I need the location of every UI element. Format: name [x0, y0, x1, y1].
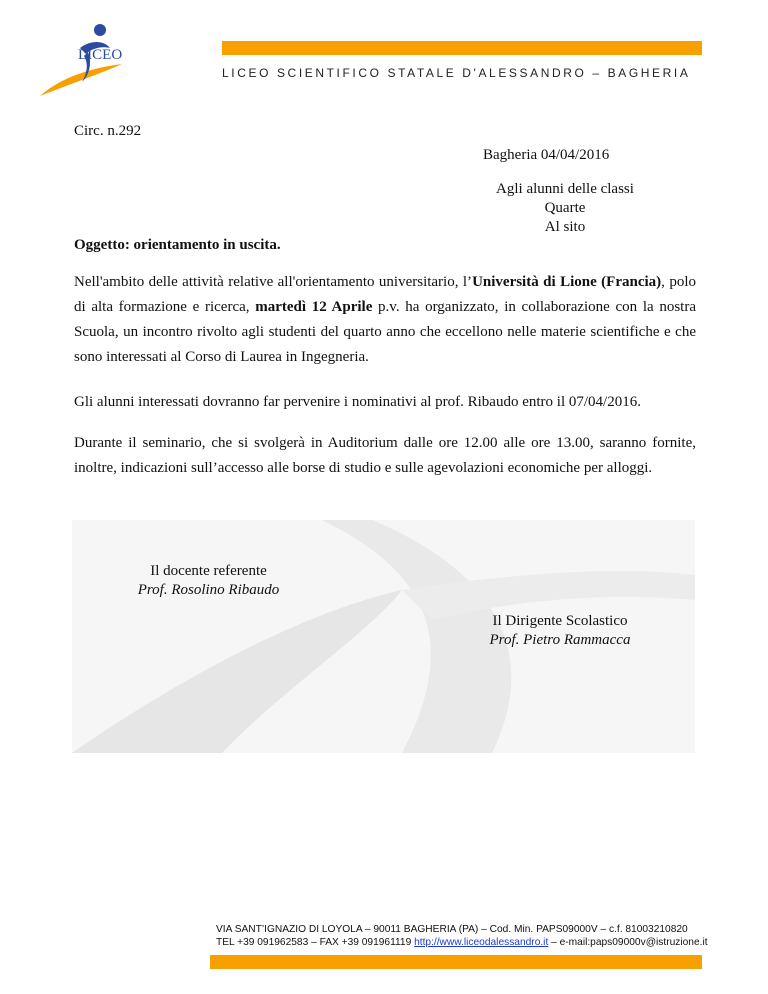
- referent-role: Il docente referente: [150, 563, 267, 579]
- text-run: , polo di alta formazione e ricerca,: [74, 274, 696, 315]
- header-accent-bar: [222, 41, 702, 55]
- footer-address: VIA SANT’IGNAZIO DI LOYOLA – 90011 BAGHERIA (PA) – Cod. Min. PAPS09000V – c.f. 81003210820: [216, 924, 688, 935]
- website-link[interactable]: http://www.liceodalessandro.it: [414, 937, 549, 948]
- paragraph-announcement: [74, 270, 696, 370]
- recipients: [480, 180, 650, 237]
- footer-email: – e-mail:paps09000v@istruzione.it: [548, 937, 708, 948]
- letter-subject: Oggetto: orientamento in uscita.: [74, 237, 281, 253]
- school-logo: [30, 18, 140, 108]
- principal-signature: [470, 612, 650, 650]
- footer-contacts: [216, 923, 706, 949]
- recipient-line: Agli alunni delle classi Quarte: [496, 181, 634, 216]
- principal-role: Il Dirigente Scolastico: [492, 613, 628, 629]
- recipient-line: Al sito: [544, 219, 586, 235]
- university-name: Università di Lione (Francia): [472, 274, 662, 290]
- referent-signature: [136, 562, 281, 600]
- footer-phone-line: [216, 936, 706, 949]
- school-name: LICEO SCIENTIFICO STATALE D'ALESSANDRO – BAGHERIA: [222, 66, 691, 80]
- text-run: Nell'ambito delle attività relative all'orientamento universitario, l’: [74, 274, 473, 290]
- letter-date: Bagheria 04/04/2016: [483, 147, 610, 163]
- footer-phone: TEL +39 091962583 – FAX +39 091961119: [216, 937, 415, 948]
- circular-number: Circ. n.292: [74, 123, 142, 139]
- footer-accent-bar: [210, 955, 702, 969]
- logo-text: LICEO: [78, 47, 123, 63]
- principal-name: Prof. Pietro Rammacca: [489, 632, 631, 648]
- text-run: p.v. ha organizzato, in collaborazione con la nostra Scuola, un incontro rivolto agli studenti del quarto anno che eccellono nelle materie scientifiche e che sono interessati al Corso di Laurea in Ingegneria.: [74, 299, 697, 365]
- paragraph-details: Durante il seminario, che si svolgerà in Auditorium dalle ore 12.00 alle ore 13.00, saranno fornite, inoltre, indicazioni sull’accesso alle borse di studio e sulle agevolazioni economiche per alloggi.: [74, 435, 696, 476]
- paragraph-instructions: Gli alunni interessati dovranno far pervenire i nominativi al prof. Ribaudo entro il 07/04/2016.: [74, 394, 641, 410]
- event-date: martedì 12 Aprile: [255, 299, 373, 315]
- referent-name: Prof. Rosolino Ribaudo: [137, 582, 280, 598]
